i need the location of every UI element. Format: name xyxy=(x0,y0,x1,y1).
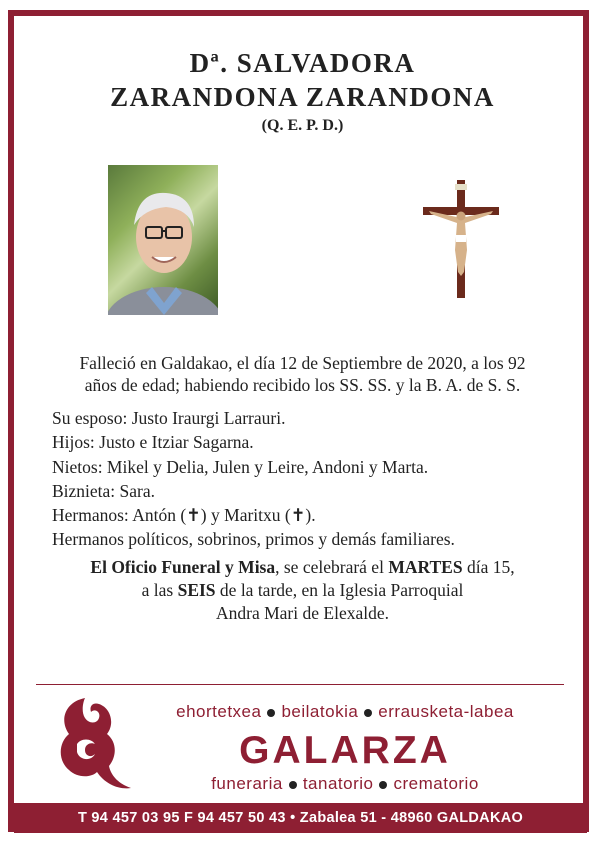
funeral-day: MARTES xyxy=(388,557,463,577)
services-spanish xyxy=(130,774,560,794)
service-funeraria: funeraria xyxy=(211,774,283,793)
bullet-icon xyxy=(289,781,297,789)
divider xyxy=(36,684,564,685)
funeral-text-2: día 15, xyxy=(462,557,515,577)
deceased-name-line1: Dª. SALVADORA xyxy=(189,48,416,78)
family-spouse: Su esposo: Justo Iraurgi Larrauri. xyxy=(52,408,286,428)
galarza-logo-icon xyxy=(55,694,135,798)
funeral-text-4: de la tarde, en la Iglesia Parroquial xyxy=(215,580,464,600)
family-list xyxy=(52,406,455,552)
funeral-line-1 xyxy=(0,556,605,579)
service-tanatorio: tanatorio xyxy=(302,774,374,793)
bullet-icon xyxy=(364,709,372,717)
family-children: Hijos: Justo e Itziar Sagarna. xyxy=(52,432,254,453)
funeral-text-1: , se celebrará el xyxy=(275,557,389,577)
deceased-name-line2: ZARANDONA ZARANDONA xyxy=(110,82,495,112)
company-name: GALARZA xyxy=(239,729,451,772)
family-others: Hermanos políticos, sobrinos, primos y demás familiares. xyxy=(52,529,455,550)
funeral-service-label: El Oficio Funeral y Misa xyxy=(90,557,276,577)
death-line-1: Falleció en Galdakao, el día 12 de Septiembre de 2020, a los 92 xyxy=(79,353,526,373)
family-grandchildren: Nietos: Mikel y Delia, Julen y Leire, Andoni y Marta. xyxy=(52,456,429,477)
funeral-church: Andra Mari de Elexalde. xyxy=(216,603,389,623)
service-beilatokia: beilatokia xyxy=(281,702,359,721)
family-siblings: Hermanos: Antón (✝) y Maritxu (✝). xyxy=(52,505,316,526)
service-errausketa: errausketa-labea xyxy=(378,702,514,721)
funeral-details xyxy=(0,556,605,625)
funeral-line-2 xyxy=(0,579,605,602)
bullet-icon xyxy=(379,781,387,789)
death-announcement xyxy=(0,352,605,396)
portrait-photo xyxy=(108,165,218,315)
rip-abbreviation: (Q. E. P. D.) xyxy=(261,117,344,134)
service-ehortetxea: ehortetxea xyxy=(176,702,262,721)
services-basque xyxy=(130,702,560,722)
bullet-icon xyxy=(267,709,275,717)
funeral-hour: SEIS xyxy=(177,580,216,600)
funeral-text-3: a las xyxy=(141,580,178,600)
death-line-2: años de edad; habiendo recibido los SS. SS. y la B. A. de S. S. xyxy=(84,375,521,395)
family-great-grandchild: Biznieta: Sara. xyxy=(52,480,156,501)
contact-footer: T 94 457 03 95 F 94 457 50 43 • Zabalea 51 - 48960 GALDAKAO xyxy=(14,803,587,833)
service-crematorio: crematorio xyxy=(393,774,479,793)
crucifix-icon xyxy=(421,180,501,298)
